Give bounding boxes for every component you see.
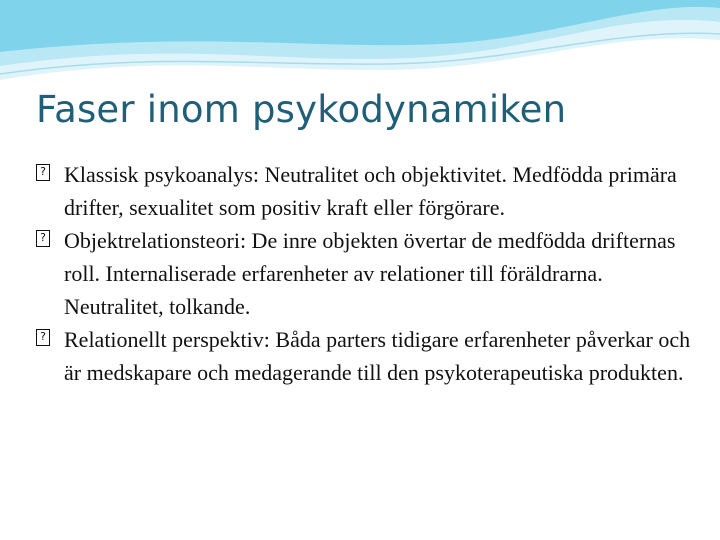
bullet-text: Objektrelationsteori: De inre objekten övertar de medfödda drifternas roll. Internaliserade erfarenheter av relationer till föräldrarna. Neutralitet, tolkande. [64,228,676,319]
missing-glyph-icon: ? [36,230,50,247]
bullet-text: Klassisk psykoanalys: Neutralitet och objektivitet. Medfödda primära drifter, sexualitet som positiv kraft eller förgörare. [64,162,677,220]
decorative-wave-header [0,0,720,90]
bullet-item [36,224,696,323]
bullet-item [36,323,696,389]
bullet-list [36,158,696,389]
missing-glyph-icon: ? [36,164,50,181]
bullet-item [36,158,696,224]
bullet-text: Relationellt perspektiv: Båda parters tidigare erfarenheter påverkar och är medskapare och medagerande till den psykoterapeutiska produkten. [64,327,691,385]
slide-title: Faser inom psykodynamiken [36,88,567,131]
missing-glyph-icon: ? [36,329,50,346]
